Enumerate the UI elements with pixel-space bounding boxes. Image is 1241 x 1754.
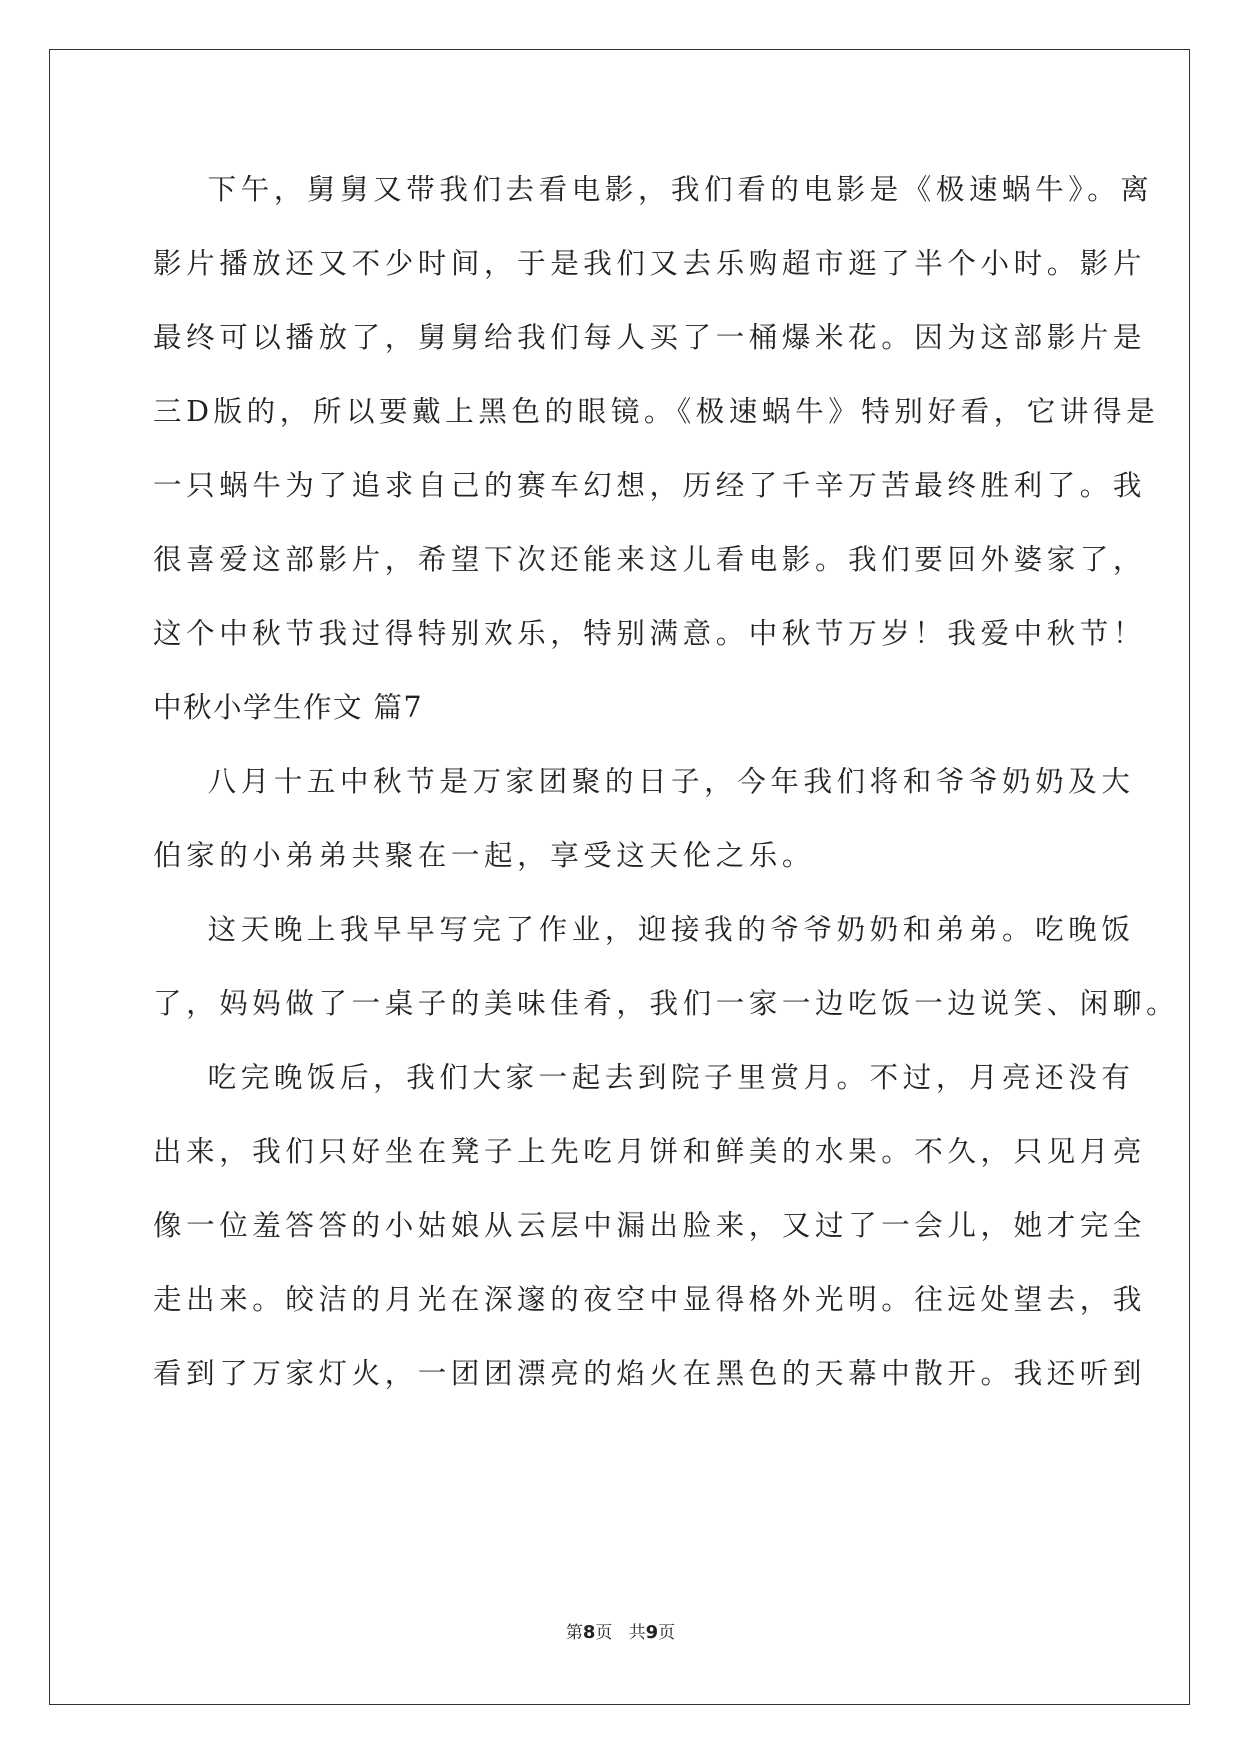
text-line: 一只蜗牛为了追求自己的赛车幻想，历经了千辛万苦最终胜利了。我 [153, 469, 1147, 502]
text-line: 出来，我们只好坐在凳子上先吃月饼和鲜美的水果。不久，只见月亮 [153, 1135, 1147, 1168]
text-line: 伯家的小弟弟共聚在一起，享受这天伦之乐。 [153, 839, 816, 872]
text-line: 三D版的，所以要戴上黑色的眼镜。《极速蜗牛》特别好看，它讲得是 [153, 395, 1160, 428]
text-line: 这个中秋节我过得特别欢乐，特别满意。中秋节万岁！我爱中秋节！ [153, 617, 1147, 650]
text-line: 很喜爱这部影片，希望下次还能来这儿看电影。我们要回外婆家了， [153, 543, 1147, 576]
text-line: 下午，舅舅又带我们去看电影，我们看的电影是《极速蜗牛》。离 [153, 173, 1154, 206]
text-line: 最终可以播放了，舅舅给我们每人买了一桶爆米花。因为这部影片是 [153, 321, 1147, 354]
text-line: 这天晚上我早早写完了作业，迎接我的爷爷奶奶和弟弟。吃晚饭 [153, 913, 1135, 946]
current-page: 8 [582, 1622, 596, 1643]
text-line: 吃完晚饭后，我们大家一起去到院子里赏月。不过，月亮还没有 [153, 1061, 1135, 1094]
section-heading: 中秋小学生作文 篇7 [153, 691, 424, 724]
text-line: 像一位羞答答的小姑娘从云层中漏出脸来，又过了一会儿，她才完全 [153, 1209, 1147, 1242]
document-body [153, 162, 1180, 1420]
page-prefix: 第 [565, 1623, 583, 1643]
text-line: 八月十五中秋节是万家团聚的日子，今年我们将和爷爷奶奶及大 [153, 765, 1135, 798]
text-line: 看到了万家灯火，一团团漂亮的焰火在黑色的天幕中散开。我还听到 [153, 1357, 1147, 1390]
text-line: 了，妈妈做了一桌子的美味佳肴，我们一家一边吃饭一边说笑、闲聊。 [153, 987, 1180, 1020]
page-suffix: 页 [658, 1623, 676, 1643]
page-number [0, 1618, 1241, 1643]
total-pages: 9 [645, 1622, 659, 1643]
text-line: 走出来。皎洁的月光在深邃的夜空中显得格外光明。往远处望去，我 [153, 1283, 1147, 1316]
page-mid: 页 共 [595, 1623, 646, 1643]
text-line: 影片播放还又不少时间，于是我们又去乐购超市逛了半个小时。影片 [153, 247, 1147, 280]
